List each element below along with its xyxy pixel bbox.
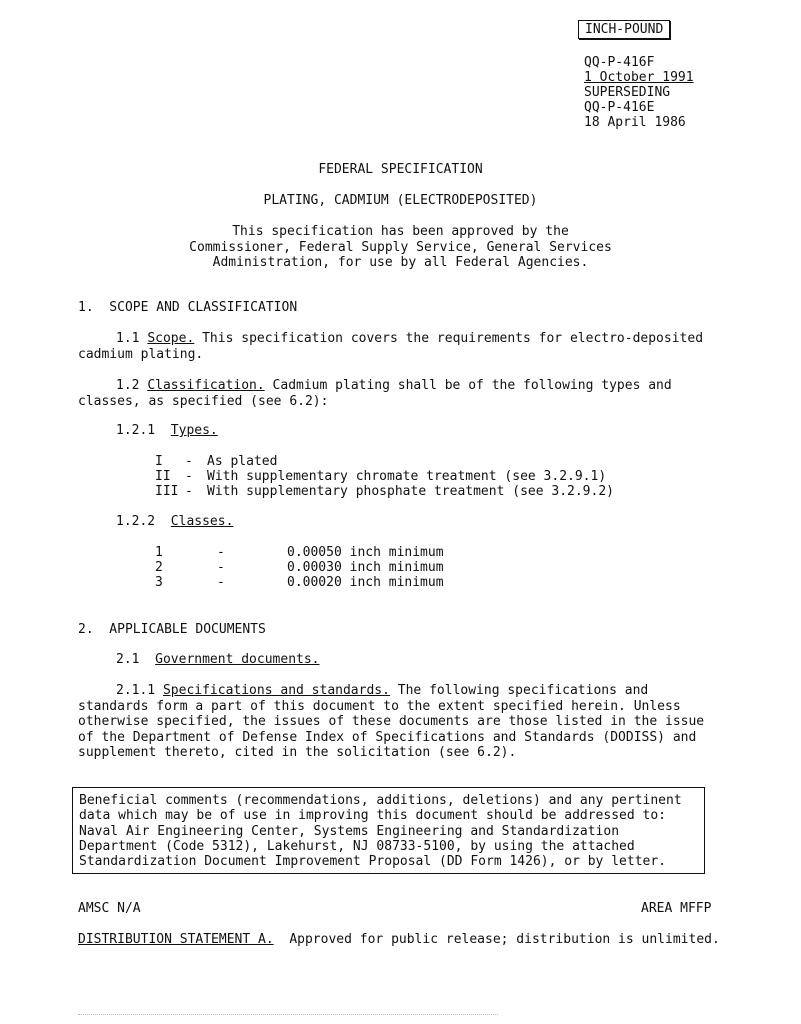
distribution-statement <box>78 932 720 948</box>
approval-line: This specification has been approved by the <box>232 224 569 239</box>
section-title: Specifications and standards. <box>162 683 390 698</box>
list-item <box>155 454 277 470</box>
list-item <box>155 560 444 576</box>
section-1-2-2-heading <box>116 514 233 530</box>
type-description: With supplementary phosphate treatment (see 3.2.9.2) <box>207 484 614 499</box>
section-title: Types. <box>170 423 218 438</box>
type-dash: - <box>185 469 193 484</box>
area-label: AREA MFFP <box>641 901 712 916</box>
section-title: Classification. <box>147 378 265 393</box>
section-2-1-heading <box>116 652 320 668</box>
section-number: 2.1 <box>116 652 140 667</box>
type-code: III <box>155 484 179 499</box>
list-item <box>155 545 444 561</box>
amsc-label: AMSC N/A <box>78 901 141 916</box>
section-title: Classes. <box>170 514 234 529</box>
class-description: 0.00050 inch minimum <box>287 545 444 560</box>
list-item <box>155 484 614 500</box>
distribution-text: Approved for public release; distribution is unlimited. <box>289 932 720 947</box>
class-dash: - <box>217 560 225 575</box>
section-text: Cadmium plating shall be of the following types and classes, as specified (see 6.2): <box>78 378 672 409</box>
list-item <box>155 575 444 591</box>
class-code: 1 <box>155 545 163 560</box>
class-code: 3 <box>155 575 163 590</box>
class-description: 0.00030 inch minimum <box>287 560 444 575</box>
list-item <box>155 469 606 485</box>
type-code: II <box>155 469 171 484</box>
section-1-1-paragraph <box>78 331 718 362</box>
class-code: 2 <box>155 560 163 575</box>
document-number: QQ-P-416F <box>584 55 655 70</box>
type-description: With supplementary chromate treatment (see 3.2.9.1) <box>207 469 607 484</box>
approval-line: Administration, for use by all Federal Agencies. <box>212 255 589 270</box>
distribution-label: DISTRIBUTION STATEMENT A. <box>78 932 274 947</box>
document-date: 1 October 1991 <box>584 70 694 85</box>
footer-divider <box>78 1014 498 1015</box>
section-number: 2.1.1 <box>116 683 156 698</box>
type-description: As plated <box>207 454 278 469</box>
previous-document-date: 18 April 1986 <box>584 115 686 130</box>
approval-line: Commissioner, Federal Supply Service, General Services <box>189 239 612 255</box>
section-number: 1.2 <box>116 378 140 393</box>
section-number: 1.2.1 <box>116 423 156 438</box>
section-title: Scope. <box>147 331 195 346</box>
class-dash: - <box>217 575 225 590</box>
section-1-heading: 1. SCOPE AND CLASSIFICATION <box>78 300 298 315</box>
section-text: This specification covers the requirements for electro-deposited cadmium plating. <box>78 331 704 362</box>
beneficial-comments-box: Beneficial comments (recommendations, additions, deletions) and any pertinent data which may be of use in improving this document should be addressed to: Naval Air Engineering Center, Systems Engineering and Standardization Department (Code 5312), Lakehurst, NJ 08733-5100, by using the attached Standardization Document Improvement Proposal (DD Form 1426), or by letter. <box>72 787 705 874</box>
class-description: 0.00020 inch minimum <box>287 575 444 590</box>
approval-statement <box>0 224 801 271</box>
document-subtitle: PLATING, CADMIUM (ELECTRODEPOSITED) <box>263 193 538 208</box>
inch-pound-stamp: INCH-POUND <box>578 20 670 39</box>
previous-document-number: QQ-P-416E <box>584 100 655 115</box>
section-text: The following specifications and standards form a part of this document to the extent specified herein. Unless otherwise specified, the issues of these documents are those listed in the issue of the Department of Defense Index of Specifications and Standards (DODISS) and supplement thereto, cited in the solicitation (see 6.2). <box>78 683 705 760</box>
document-title: FEDERAL SPECIFICATION <box>318 162 483 177</box>
section-1-2-1-heading <box>116 423 218 439</box>
class-dash: - <box>217 545 225 560</box>
section-number: 1.2.2 <box>116 514 156 529</box>
section-number: 1.1 <box>116 331 140 346</box>
section-2-1-1-paragraph <box>78 683 718 761</box>
type-code: I <box>155 454 163 469</box>
section-2-heading: 2. APPLICABLE DOCUMENTS <box>78 622 266 637</box>
section-title: Government documents. <box>155 652 320 667</box>
type-dash: - <box>185 454 193 469</box>
section-1-2-paragraph <box>78 378 718 409</box>
document-identifier-block <box>584 55 694 130</box>
type-dash: - <box>185 484 193 499</box>
superseding-label: SUPERSEDING <box>584 85 671 100</box>
